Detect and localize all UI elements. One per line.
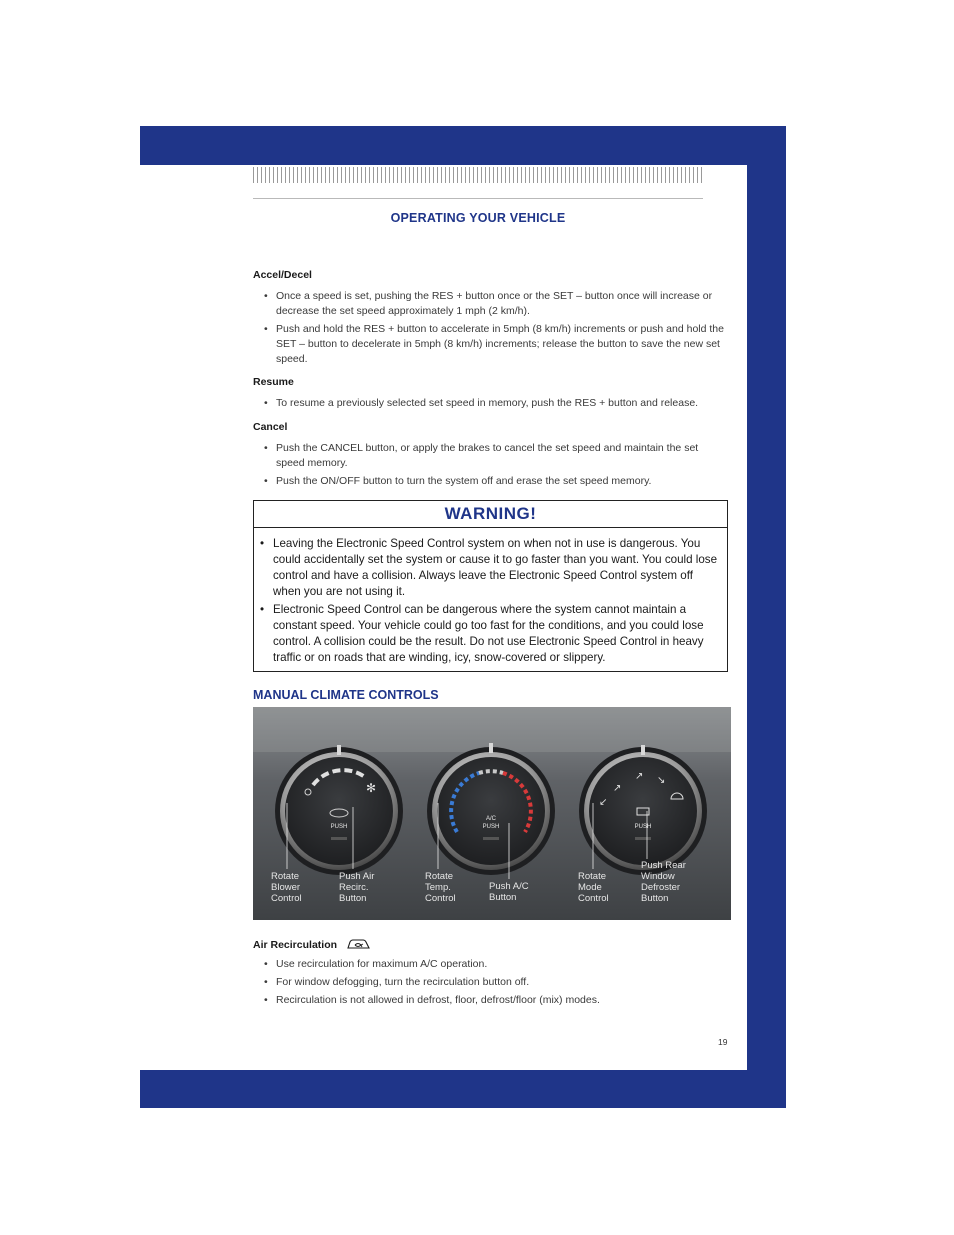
list-item: • Electronic Speed Control can be dangerous where the system cannot maintain a constant speed. Your vehicle could go too fast for the conditions, and you could lose control. A collision could be the result. Do not use Electronic Speed Control in heavy traffic or on roads that are winding, icy, snow-covered or slippery. xyxy=(260,602,722,666)
cancel-heading: Cancel xyxy=(253,421,288,433)
section-title: OPERATING YOUR VEHICLE xyxy=(390,211,566,225)
list-item: • Leaving the Electronic Speed Control system on when not in use is dangerous. You could accidentally set the system or cause it to go faster than you want. You could lose control and have a collision. Always leave the Electronic Speed Control system off when you are not using it. xyxy=(260,536,722,600)
caption-temp: Rotate Temp. Control xyxy=(425,871,456,904)
warning-title: WARNING! xyxy=(254,501,727,528)
air-recirculation-icon xyxy=(344,937,374,951)
climate-controls-photo xyxy=(253,707,731,920)
cancel-list xyxy=(264,441,724,492)
page-frame-bottom xyxy=(140,1070,786,1108)
fan-icon: ✻ xyxy=(366,781,377,795)
accel-decel-heading: Accel/Decel xyxy=(253,269,312,281)
list-item: • Push and hold the RES + button to accelerate in 5mph (8 km/h) increments or push and hold the SET – button to decelerate in 5mph (8 km/h) increments; release the button to save the new set speed. xyxy=(264,322,724,367)
page-frame-top xyxy=(140,126,786,165)
climate-controls-heading: MANUAL CLIMATE CONTROLS xyxy=(253,688,439,702)
header-rule xyxy=(253,198,703,199)
push-label: PUSH xyxy=(634,824,652,830)
mode-defrost-floor-icon: ↙ xyxy=(599,797,608,808)
mode-vent-icon: ↗ xyxy=(613,783,622,794)
caption-rear-defroster: Push Rear Window Defroster Button xyxy=(641,860,686,904)
warning-list xyxy=(260,536,722,668)
caption-ac: Push A/C Button xyxy=(489,881,529,903)
caption-mode: Rotate Mode Control xyxy=(578,871,609,904)
list-item: • To resume a previously selected set speed in memory, push the RES + button and release. xyxy=(264,396,724,411)
page-number: 19 xyxy=(718,1037,728,1047)
push-label: PUSH xyxy=(330,824,348,830)
push-label: PUSH xyxy=(482,824,500,830)
resume-heading: Resume xyxy=(253,376,294,388)
caption-recirc: Push Air Recirc. Button xyxy=(339,871,375,904)
ac-label: A/C xyxy=(485,816,497,822)
page-frame-right xyxy=(747,126,786,1108)
list-item: • Push the ON/OFF button to turn the system off and erase the set speed memory. xyxy=(264,474,724,489)
caption-blower: Rotate Blower Control xyxy=(271,871,302,904)
list-item: • Push the CANCEL button, or apply the brakes to cancel the set speed and maintain the set speed memory. xyxy=(264,441,724,471)
air-recirculation-heading: Air Recirculation xyxy=(253,937,374,951)
list-item: • Once a speed is set, pushing the RES + button once or the SET – button once will increase or decrease the set speed approximately 1 mph (2 km/h). xyxy=(264,289,724,319)
air-recirculation-list xyxy=(264,957,724,1011)
list-item: • Recirculation is not allowed in defrost, floor, defrost/floor (mix) modes. xyxy=(264,993,724,1008)
list-item: • Use recirculation for maximum A/C operation. xyxy=(264,957,724,972)
accel-decel-list xyxy=(264,289,724,370)
header-tick-pattern xyxy=(253,167,703,183)
resume-list xyxy=(264,396,724,414)
mode-bilevel-icon: ↗ xyxy=(635,771,644,782)
mode-floor-icon: ↘ xyxy=(657,775,666,786)
list-item: • For window defogging, turn the recirculation button off. xyxy=(264,975,724,990)
warning-box xyxy=(253,500,728,672)
